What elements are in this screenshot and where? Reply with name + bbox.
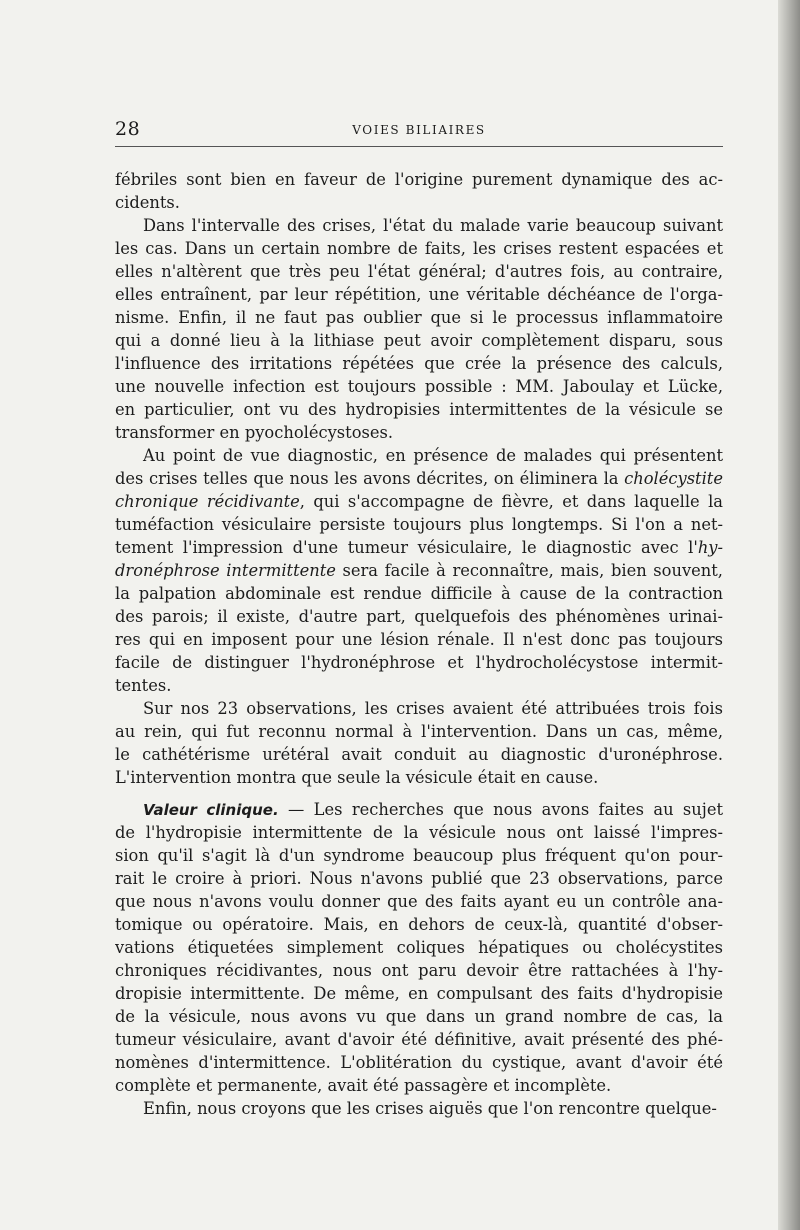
text-segment: L'intervention montra que seule la vésicule était en cause.	[115, 768, 599, 787]
text-line	[115, 237, 723, 260]
text-line	[115, 582, 723, 605]
text-line	[115, 536, 723, 559]
text-segment: nisme. Enfin, il ne faut pas oublier que si le processus inflammatoire	[115, 308, 723, 327]
text-line	[115, 720, 723, 743]
text-segment: sera facile à reconnaître, mais, bien souvent,	[335, 561, 723, 580]
italic-term: chronique récidivante	[115, 492, 300, 511]
text-line	[115, 674, 723, 697]
text-line	[115, 651, 723, 674]
text-line	[115, 214, 723, 237]
italic-term: cholécystite	[624, 469, 723, 488]
text-line	[115, 1005, 723, 1028]
body-text	[115, 168, 723, 1120]
text-segment: rait le croire à priori. Nous n'avons publié que 23 observations, parce	[115, 869, 723, 888]
text-segment: de l'hydropisie intermittente de la vésicule nous ont laissé l'impres-	[115, 823, 723, 842]
text-line	[115, 559, 723, 582]
paragraph-p6	[115, 1097, 723, 1120]
text-segment: tuméfaction vésiculaire persiste toujours plus longtemps. Si l'on a net-	[115, 515, 723, 534]
italic-term: dronéphrose intermittente	[115, 561, 336, 580]
text-line	[115, 821, 723, 844]
text-line	[115, 798, 723, 821]
text-segment: les cas. Dans un certain nombre de faits, les crises restent espacées et	[115, 239, 723, 258]
text-segment: — Les recherches que nous avons faites au sujet	[278, 800, 723, 819]
text-line	[115, 697, 723, 720]
text-segment: res qui en imposent pour une lésion rénale. Il n'est donc pas toujours	[115, 630, 723, 649]
text-segment: Au point de vue diagnostic, en présence de malades qui présentent	[143, 446, 723, 465]
text-line	[115, 490, 723, 513]
text-line	[115, 352, 723, 375]
text-line	[115, 1074, 723, 1097]
text-segment: dropisie intermittente. De même, en compulsant des faits d'hydropisie	[115, 984, 723, 1003]
text-line	[115, 513, 723, 536]
text-line	[115, 743, 723, 766]
text-segment: facile de distinguer l'hydronéphrose et l'hydrocholécystose intermit-	[115, 653, 723, 672]
text-line	[115, 959, 723, 982]
text-segment: complète et permanente, avait été passagère et incomplète.	[115, 1076, 612, 1095]
text-segment: le cathétérisme urétéral avait conduit au diagnostic d'uronéphrose.	[115, 745, 723, 764]
text-line	[115, 844, 723, 867]
text-line	[115, 421, 723, 444]
text-segment: sion qu'il s'agit là d'un syndrome beaucoup plus fréquent qu'on pour-	[115, 846, 723, 865]
text-segment: Dans l'intervalle des crises, l'état du malade varie beaucoup suivant	[143, 216, 723, 235]
text-segment: elles n'altèrent que très peu l'état général; d'autres fois, au contraire,	[115, 262, 723, 281]
section-rubric: Valeur clinique.	[143, 801, 279, 819]
text-segment: qui a donné lieu à la lithiase peut avoir complètement disparu, sous	[115, 331, 723, 350]
paragraph-p5	[115, 798, 723, 1097]
text-line	[115, 766, 723, 789]
text-line	[115, 1051, 723, 1074]
page-number: 28	[115, 118, 141, 140]
text-line	[115, 1097, 723, 1120]
text-segment: transformer en pyocholécystoses.	[115, 423, 394, 442]
text-segment: tomique ou opératoire. Mais, en dehors de ceux-là, quantité d'obser-	[115, 915, 723, 934]
text-segment: , qui s'accompagne de fièvre, et dans laquelle la	[299, 492, 723, 511]
text-line	[115, 375, 723, 398]
text-segment: tentes.	[115, 676, 172, 695]
text-segment: fébriles sont bien en faveur de l'origine purement dynamique des ac-	[115, 170, 723, 189]
text-segment: cidents.	[115, 193, 180, 212]
text-line	[115, 306, 723, 329]
text-segment: elles entraînent, par leur répétition, une véritable déchéance de l'orga-	[115, 285, 723, 304]
text-segment: Sur nos 23 observations, les crises avaient été attribuées trois fois	[143, 699, 723, 718]
text-line	[115, 283, 723, 306]
text-line	[115, 982, 723, 1005]
text-segment: tumeur vésiculaire, avant d'avoir été définitive, avait présenté des phé-	[115, 1030, 723, 1049]
text-line	[115, 1028, 723, 1051]
text-segment: la palpation abdominale est rendue difficile à cause de la contraction	[115, 584, 723, 603]
paragraph-p4	[115, 697, 723, 789]
text-segment: de la vésicule, nous avons vu que dans un grand nombre de cas, la	[115, 1007, 723, 1026]
text-line	[115, 936, 723, 959]
text-line	[115, 398, 723, 421]
text-segment: une nouvelle infection est toujours possible : MM. Jaboulay et Lücke,	[115, 377, 723, 396]
text-line	[115, 260, 723, 283]
text-line	[115, 467, 723, 490]
text-line	[115, 444, 723, 467]
header-rule	[115, 146, 723, 147]
text-segment: des parois; il existe, d'autre part, quelquefois des phénomènes urinai-	[115, 607, 723, 626]
paragraph-p3	[115, 444, 723, 697]
text-line	[115, 329, 723, 352]
text-line	[115, 867, 723, 890]
text-line	[115, 913, 723, 936]
text-segment: vations étiquetées simplement coliques hépatiques ou cholécystites	[115, 938, 723, 957]
text-line	[115, 628, 723, 651]
text-segment: en particulier, ont vu des hydropisies intermittentes de la vésicule se	[115, 400, 723, 419]
section-gap	[115, 789, 723, 798]
text-segment: au rein, qui fut reconnu normal à l'intervention. Dans un cas, même,	[115, 722, 723, 741]
text-line	[115, 890, 723, 913]
text-segment: chroniques récidivantes, nous ont paru devoir être rattachées à l'hy-	[115, 961, 723, 980]
text-line	[115, 168, 723, 191]
paragraph-p2	[115, 214, 723, 444]
page-edge-shadow	[778, 0, 800, 1230]
paragraph-p1	[115, 168, 723, 214]
text-segment: Enfin, nous croyons que les crises aiguës que l'on rencontre quelque-	[143, 1099, 717, 1118]
text-segment: des crises telles que nous les avons décrites, on éliminera la	[115, 469, 625, 488]
text-segment: que nous n'avons voulu donner que des faits ayant eu un contrôle ana-	[115, 892, 723, 911]
text-line	[115, 605, 723, 628]
text-segment: l'influence des irritations répétées que crée la présence des calculs,	[115, 354, 723, 373]
text-line	[115, 191, 723, 214]
page-header	[115, 118, 723, 140]
text-segment: nomènes d'intermittence. L'oblitération du cystique, avant d'avoir été	[115, 1053, 723, 1072]
text-segment: tement l'impression d'une tumeur vésiculaire, le diagnostic avec l'	[115, 538, 698, 557]
running-title: VOIES BILIAIRES	[352, 123, 486, 137]
italic-term: hy-	[697, 538, 723, 557]
